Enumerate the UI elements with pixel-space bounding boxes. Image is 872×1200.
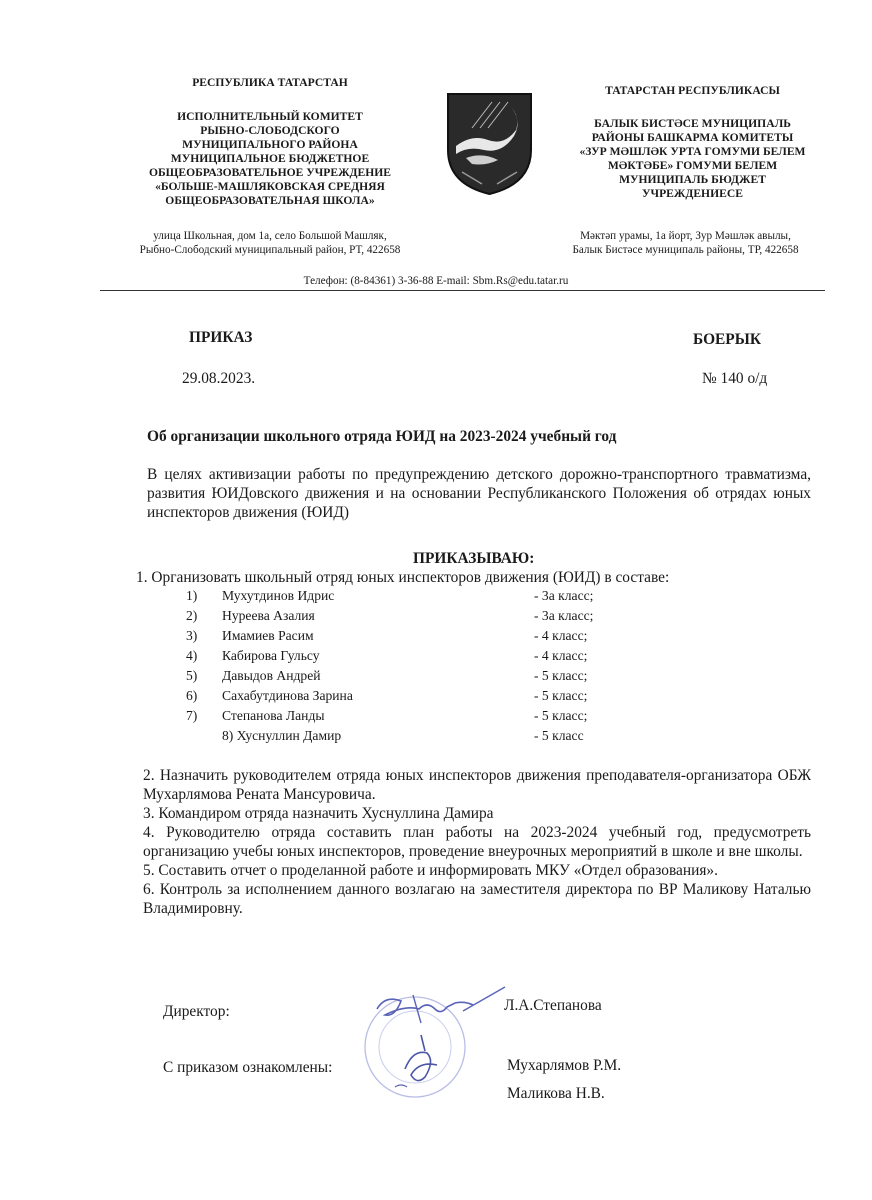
header-contact: Телефон: (8-84361) 3-36-88 E-mail: Sbm.Rs@edu.tatar.ru	[303, 275, 569, 287]
member-grade: - 4 класс;	[534, 628, 588, 643]
header-right-org-line: РАЙОНЫ БАШКАРМА КОМИТЕТЫ	[591, 131, 794, 144]
header-left-org-line: ИСПОЛНИТЕЛЬНЫЙ КОМИТЕТ	[177, 110, 363, 123]
header-left	[110, 76, 430, 208]
order-date: 29.08.2023.	[182, 370, 256, 387]
list-item	[186, 668, 588, 684]
header-left-org-line: МУНИЦИПАЛЬНОГО РАЙОНА	[182, 138, 358, 151]
member-name: Степанова Ланды	[222, 708, 325, 723]
member-name: 8) Хуснуллин Дамир	[222, 728, 342, 743]
acquainted-name: Мухарлямов Р.М.	[507, 1057, 622, 1074]
member-name: Имамиев Расим	[222, 628, 314, 643]
member-grade: - 3а класс;	[534, 588, 594, 603]
header-left-republic: РЕСПУБЛИКА ТАТАРСТАН	[192, 76, 348, 89]
list-item	[186, 688, 588, 704]
item-5: 5. Составить отчет о проделанной работе и информировать МКУ «Отдел образования».	[143, 862, 718, 879]
member-number: 5)	[186, 668, 198, 683]
order-title-tt: БОЕРЫК	[693, 331, 761, 348]
header-right-address	[538, 229, 833, 257]
director-label: Директор:	[163, 1003, 230, 1020]
item-2: 2. Назначить руководителем отряда юных инспекторов движения преподавателя-организатора ОБЖ Мухарлямова Рената Мансуровича.	[143, 767, 811, 803]
header-right-org-line: «ЗУР МӘШЛӘК УРТА ГОМУМИ БЕЛЕМ	[579, 145, 806, 158]
member-name: Давыдов Андрей	[222, 668, 321, 683]
member-name: Сахабутдинова Зарина	[222, 688, 353, 703]
header-left-address-line: улица Школьная, дом 1а, село Большой Машляк,	[153, 230, 387, 242]
header-left-org-line: РЫБНО-СЛОБОДСКОГО	[200, 124, 340, 137]
header-left-org-line: ОБЩЕОБРАЗОВАТЕЛЬНАЯ ШКОЛА»	[165, 194, 375, 207]
member-grade: - 5 класс;	[534, 668, 588, 683]
order-subject: Об организации школьного отряда ЮИД на 2023-2024 учебный год	[147, 428, 617, 445]
member-grade: - 4 класс;	[534, 648, 588, 663]
header-left-address-line: Рыбно-Слободский муниципальный район, РТ, 422658	[139, 244, 401, 256]
member-number: 4)	[186, 648, 198, 663]
list-item	[186, 588, 594, 604]
item-1: 1. Организовать школьный отряд юных инспекторов движения (ЮИД) в составе:	[136, 569, 670, 586]
header-left-org-line: ОБЩЕОБРАЗОВАТЕЛЬНОЕ УЧРЕЖДЕНИЕ	[148, 166, 392, 179]
header-right	[550, 84, 835, 201]
header-right-org-line: МУНИЦИПАЛЬ БЮДЖЕТ	[619, 173, 766, 186]
member-grade: - 3а класс;	[534, 608, 594, 623]
list-item	[186, 648, 588, 664]
coat-of-arms-icon	[442, 88, 537, 198]
order-number: № 140 о/д	[702, 370, 768, 387]
items-block	[143, 766, 811, 918]
member-number: 6)	[186, 688, 198, 703]
acquainted-label: С приказом ознакомлены:	[163, 1059, 333, 1076]
list-item	[186, 628, 588, 644]
header-right-org-line: БАЛЫК БИСТӘСЕ МУНИЦИПАЛЬ	[594, 117, 791, 130]
member-grade: - 5 класс;	[534, 708, 588, 723]
member-grade: - 5 класс	[534, 728, 584, 743]
coat-of-arms	[442, 88, 537, 198]
header-left-address	[95, 229, 445, 257]
member-number: 1)	[186, 588, 198, 603]
member-number: 7)	[186, 708, 198, 723]
header-right-address-line: Балык Бистәсе муниципаль районы, ТР, 422658	[572, 244, 799, 256]
header-right-republic: ТАТАРСТАН РЕСПУБЛИКАСЫ	[605, 84, 780, 97]
order-title-ru: ПРИКАЗ	[189, 329, 253, 346]
header-right-address-line: Мәктәп урамы, 1а йорт, Зур Мәшләк авылы,	[580, 230, 791, 242]
list-item	[186, 608, 594, 624]
preamble: В целях активизации работы по предупреждению детского дорожно-транспортного травматизма, развития ЮИДовского движения и на основании Республиканского Положения об отрядах юных инспекторов движения (ЮИД)	[147, 466, 811, 521]
member-name: Нуреева Азалия	[222, 608, 315, 623]
header-right-org-line: УЧРЕЖДЕНИЕСЕ	[642, 187, 743, 200]
member-number: 2)	[186, 608, 198, 623]
list-item	[186, 708, 588, 724]
item-6: 6. Контроль за исполнением данного возлагаю на заместителя директора по ВР Маликову Наталью Владимировну.	[143, 881, 811, 917]
decree-word: ПРИКАЗЫВАЮ:	[413, 550, 535, 567]
header-right-org-line: МӘКТӘБЕ» ГОМУМИ БЕЛЕМ	[607, 159, 778, 172]
member-number: 3)	[186, 628, 198, 643]
item-3: 3. Командиром отряда назначить Хуснуллина Дамира	[143, 805, 494, 822]
item-4: 4. Руководителю отряда составить план работы на 2023-2024 учебный год, предусмотреть организацию учебы юных инспекторов, проведение внеурочных мероприятий в школе и вне школы.	[143, 824, 811, 860]
header-left-org-line: «БОЛЬШЕ-МАШЛЯКОВСКАЯ СРЕДНЯЯ	[155, 180, 385, 193]
member-name: Кабирова Гульсу	[222, 648, 320, 663]
member-name: Мухутдинов Идрис	[222, 588, 335, 603]
member-grade: - 5 класс;	[534, 688, 588, 703]
signature-icon	[355, 965, 515, 1105]
director-name: Л.А.Степанова	[504, 997, 602, 1014]
header-left-org-line: МУНИЦИПАЛЬНОЕ БЮДЖЕТНОЕ	[170, 152, 370, 165]
acquainted-name: Маликова Н.В.	[507, 1085, 605, 1102]
signature-stamp	[355, 965, 515, 1105]
header-divider	[100, 290, 825, 291]
